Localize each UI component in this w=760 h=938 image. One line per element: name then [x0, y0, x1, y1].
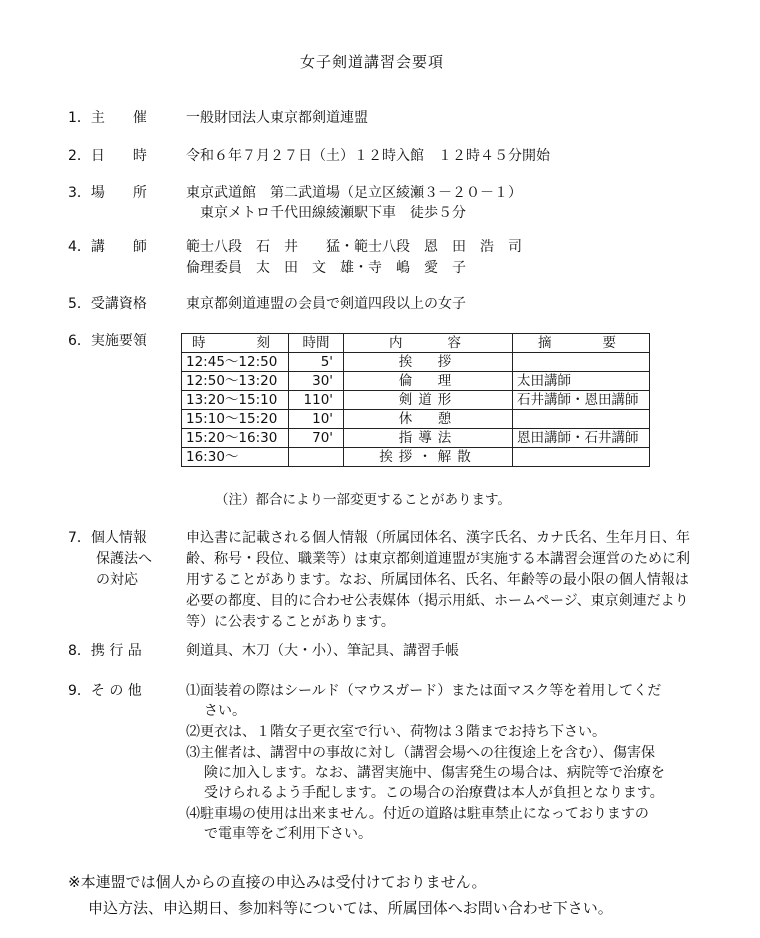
item-3-line1: 東京武道館 第二武道場（足立区綾瀬３－２０－１） [186, 185, 522, 201]
table-row [182, 372, 650, 391]
header-time: 時 刻 [182, 334, 289, 353]
item-9-note3-line3: 受けられるよう手配します。この場合の治療費は本人が負担となります。 [204, 785, 664, 801]
item-1-label: 1．主 催 [68, 110, 147, 126]
footer-inquiry: 申込方法、申込期日、参加料等については、所属団体へお問い合わせ下さい。 [88, 899, 613, 917]
cell-time: 16:30～ [182, 448, 289, 467]
cell-content: 剣道形 [344, 391, 513, 410]
item-9-note4-line1: ⑷駐車場の使用は出来ません。付近の道路は駐車禁止になっておりますの [186, 806, 649, 822]
cell-content: 挨 拶 [344, 353, 513, 372]
item-2-label: 2．日 時 [68, 148, 147, 164]
item-7-label-line1: 7．個人情報 [68, 530, 147, 546]
item-9-note4-line2: で電車等をご利用下さい。 [204, 826, 372, 842]
cell-time: 12:45～12:50 [182, 353, 289, 372]
cell-time: 15:10～15:20 [182, 410, 289, 429]
schedule-table [181, 333, 650, 467]
schedule-header-row [182, 334, 650, 353]
cell-duration: 70' [289, 429, 344, 448]
header-content: 内 容 [344, 334, 513, 353]
cell-duration: 5' [289, 353, 344, 372]
cell-time: 15:20～16:30 [182, 429, 289, 448]
item-1-value: 一般財団法人東京都剣道連盟 [186, 110, 368, 126]
item-8-label: 8．携 行 品 [68, 643, 142, 659]
cell-content: 指導法 [344, 429, 513, 448]
cell-notes: 恩田講師・石井講師 [513, 429, 650, 448]
item-8-value: 剣道具、木刀（大・小）、筆記具、講習手帳 [186, 643, 459, 659]
cell-time: 13:20～15:10 [182, 391, 289, 410]
item-9-note2: ⑵更衣は、１階女子更衣室で行い、荷物は３階までお持ち下さい。 [186, 724, 606, 740]
table-row [182, 353, 650, 372]
footer-notice: ※本連盟では個人からの直接の申込みは受付けておりません。 [68, 873, 487, 891]
header-notes: 摘 要 [513, 334, 650, 353]
item-5-label: 5．受講資格 [68, 296, 147, 312]
item-7-label-line3: の対応 [96, 572, 138, 588]
item-3-label: 3．場 所 [68, 185, 147, 201]
table-row [182, 429, 650, 448]
schedule-note: （注）都合により一部変更することがあります。 [215, 492, 511, 508]
cell-notes [513, 448, 650, 467]
item-4-line2: 倫理委員 太 田 文 雄・寺 嶋 愛 子 [186, 260, 466, 276]
item-9-note1-line2: さい。 [204, 703, 246, 719]
cell-duration [289, 448, 344, 467]
cell-duration: 110' [289, 391, 344, 410]
cell-content: 休 憩 [344, 410, 513, 429]
cell-time: 12:50～13:20 [182, 372, 289, 391]
item-9-note3-line2: 険に加入します。なお、講習実施中、傷害発生の場合は、病院等で治療を [204, 765, 665, 781]
item-2-value: 令和６年７月２７日（土）１２時入館 １２時４５分開始 [186, 148, 550, 164]
item-9-label: 9．そ の 他 [68, 683, 142, 699]
item-3-line2: 東京メトロ千代田線綾瀬駅下車 徒歩５分 [200, 205, 466, 221]
cell-content: 挨拶・解散 [344, 448, 513, 467]
item-4-line1: 範士八段 石 井 猛・範士八段 恩 田 浩 司 [186, 239, 522, 255]
cell-duration: 30' [289, 372, 344, 391]
table-row [182, 391, 650, 410]
header-duration: 時間 [289, 334, 344, 353]
table-row [182, 410, 650, 429]
item-7-label-line2: 保護法へ [96, 551, 152, 567]
cell-notes: 太田講師 [513, 372, 650, 391]
cell-content: 倫 理 [344, 372, 513, 391]
item-9-note1-line1: ⑴面装着の際はシールド（マウスガード）または面マスク等を着用してくだ [186, 683, 662, 699]
cell-notes: 石井講師・恩田講師 [513, 391, 650, 410]
table-row [182, 448, 650, 467]
item-6-label: 6．実施要領 [68, 333, 147, 349]
item-4-label: 4．講 師 [68, 239, 147, 255]
item-5-value: 東京都剣道連盟の会員で剣道四段以上の女子 [186, 296, 466, 312]
document-title: 女子剣道講習会要項 [300, 53, 445, 71]
cell-duration: 10' [289, 410, 344, 429]
cell-notes [513, 353, 650, 372]
item-9-note3-line1: ⑶主催者は、講習中の事故に対し（講習会場への往復途上を含む）、傷害保 [186, 745, 655, 761]
item-7-text: 申込書に記載される個人情報（所属団体名、漢字氏名、カナ氏名、生年月日、年齢、称号・段位、職業等）は東京都剣道連盟が実施する本講習会運営のために利用することがあります。なお、所属団体名、氏名、年齢等の最小限の個人情報は必要の都度、目的に合わせ公表媒体（掲示用紙、ホームページ、東京剣連だより等）に公表することがあります。 [186, 530, 690, 630]
cell-notes [513, 410, 650, 429]
